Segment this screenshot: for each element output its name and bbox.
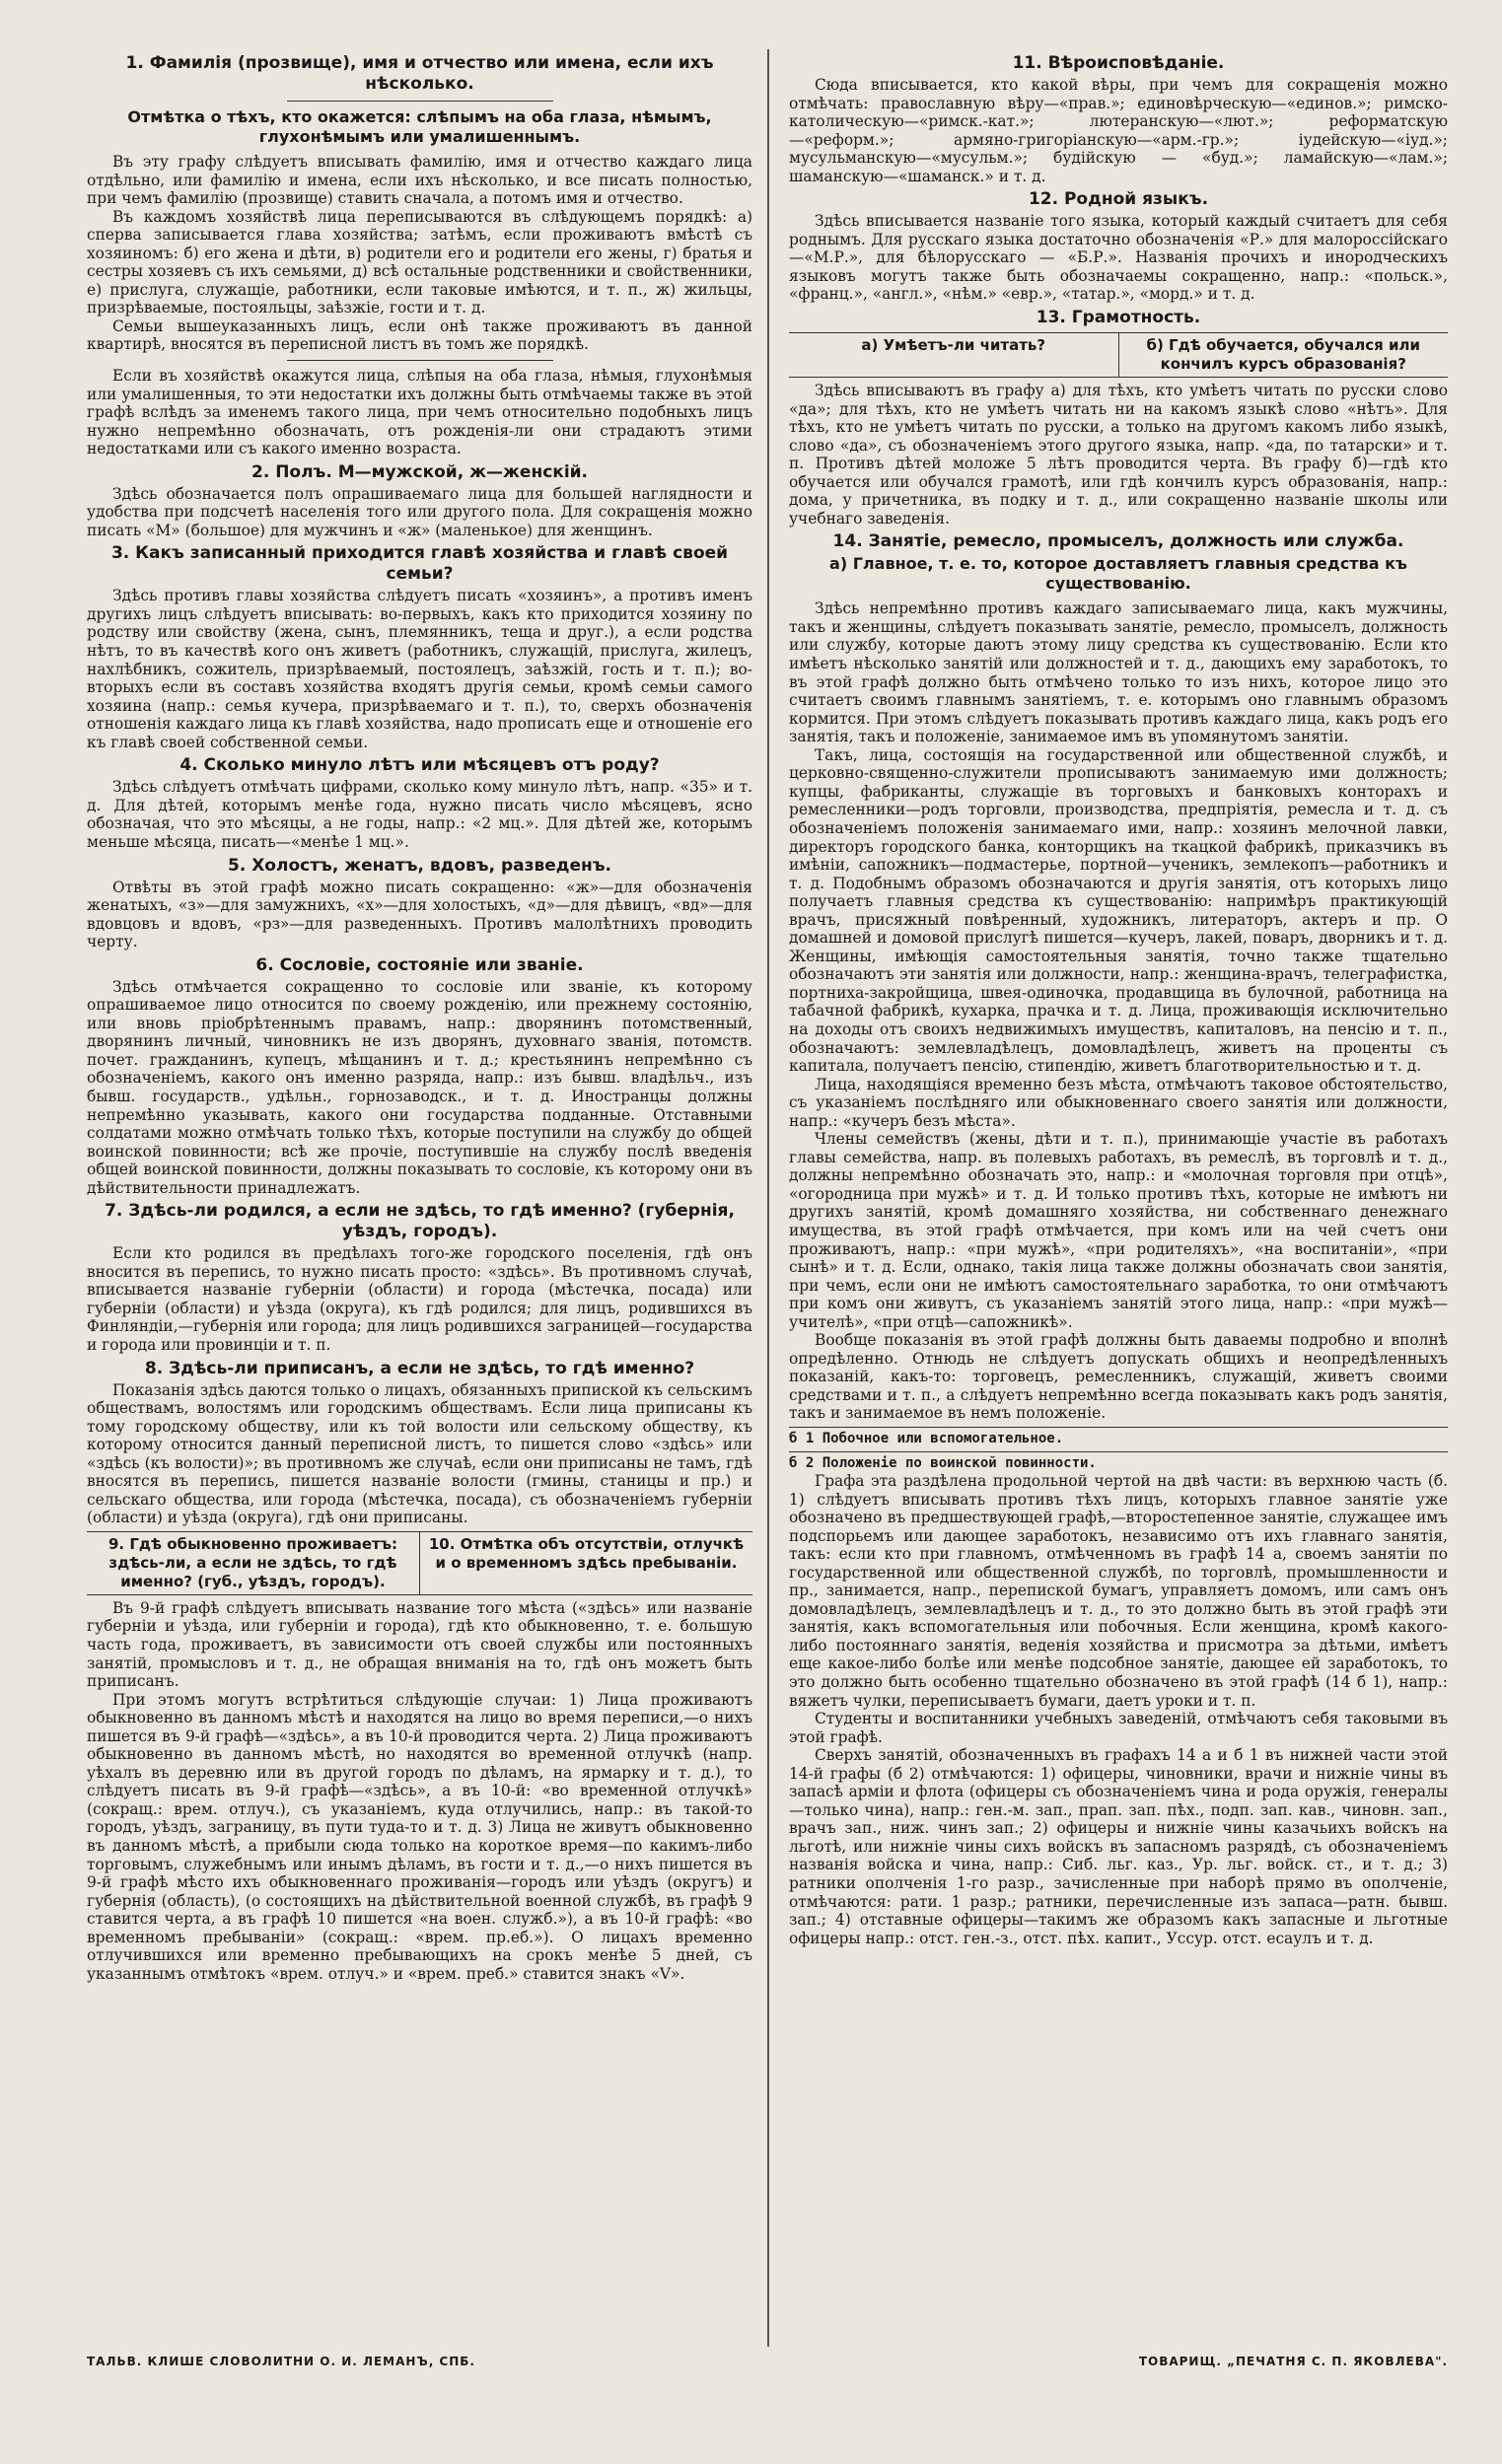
section-12-title: 12. Родной языкъ. (1028, 189, 1209, 210)
section-3-paragraph: Здѣсь противъ главы хозяйства слѣдуетъ писать «хозяинъ», а противъ именъ другихъ лицъ слѣдуетъ вписывать: во-первыхъ, какъ кто приходится хозяину по родству или свойству (жена, сынъ, племянникъ, теща и друг.), а если родства нѣтъ, то въ качествѣ кого онъ живетъ (работникъ, служащій, прислуга, жилецъ, нахлѣбникъ, сожитель, призрѣваемый, постоялецъ, заѣзжій, гость и т. п.); во-вторыхъ если въ составъ хозяйства входятъ другія семьи, кромѣ семьи самого хозяина (напр.: семья кучера, призрѣваемаго и т. п.), то, сверхъ обозначенія отношенія каждаго лица къ главѣ хозяйства, надо прописать еще и отношеніе его къ главѣ своей собственной семьи. (87, 587, 752, 751)
section-14-paragraph: Студенты и воспитанники учебныхъ заведеній, отмѣчаютъ себя таковыми въ этой графѣ. (789, 1710, 1448, 1746)
section-5-paragraph: Отвѣты въ этой графѣ можно писать сокращенно: «ж»—для обозначенія женатыхъ, «з»—для замужнихъ, «х»—для холостыхъ, «д»—для дѣвицъ, «вд»—для вдовцовъ и вдовъ, «рз»—для разведенныхъ. Противъ малолѣтнихъ проводить черту. (87, 878, 752, 951)
section-1-title: 1. Фамилія (прозвище), имя и отчество или имена, если ихъ нѣсколько. (125, 53, 714, 94)
page-footer (87, 2355, 1448, 2378)
section-11-paragraph: Сюда вписывается, кто какой вѣры, при чемъ для сокращенія можно отмѣчать: православную вѣру—«прав.»; единовѣрческую—«единов.»; римско-католическую—«римск.-кат.»; лютеранскую—«лют.»; реформатскую—«реформ.»; армяно-григоріанскую—«арм.-гр.»; іудейскую—«іуд.»; мусульманскую—«мусульм.»; будійскую — «буд.»; ламайскую—«лам.»; шаманскую—«шаманск.» и т. д. (789, 76, 1448, 185)
divider (287, 360, 553, 361)
section-13-paragraph: Здѣсь вписываютъ въ графу а) для тѣхъ, кто умѣетъ читать по русски слово «да»; для тѣхъ, кто не умѣетъ читать ни на какомъ языкѣ слово «нѣтъ». Для тѣхъ, кто не умѣетъ читать по русски, а только на другомъ какомъ либо языкѣ, слово «да», съ обозначеніемъ этого другого языка, напр. «да, по татарски» и т. п. Противъ дѣтей моложе 5 лѣтъ проводится черта. Въ графу б)—гдѣ кто обучается или обучался грамотѣ, или гдѣ кончилъ курсъ образованія, напр.: дома, у причетника, въ подку и т. д., или сокращенно названіе школы или учебнаго заведенія. (789, 382, 1448, 528)
section-5-title: 5. Холостъ, женатъ, вдовъ, разведенъ. (228, 855, 611, 876)
section-4-title: 4. Сколько минуло лѣтъ или мѣсяцевъ отъ роду? (179, 755, 660, 776)
section-3-title: 3. Какъ записанный приходится главѣ хозяйства и главѣ своей семьи? (110, 543, 729, 585)
section-12-paragraph: Здѣсь вписывается названіе того языка, который каждый считаетъ для себя роднымъ. Для русскаго языка достаточно обозначенія «Р.» для малороссійскаго—«М.Р.», для бѣлорусскаго — «Б.Р.». Названія прочихъ и инородческихъ языковъ могутъ также быть обозначаемы сокращенно, напр.: «польск.», «франц.», «англ.», «нѣм.» «евр.», «татар.», «морд.» и т. д. (789, 212, 1448, 304)
footer-right-imprint: ТОВАРИЩ. „ПЕЧАТНЯ С. П. ЯКОВЛЕВА". (1138, 2355, 1448, 2368)
section-7-title: 7. Здѣсь-ли родился, а если не здѣсь, то гдѣ именно? (губернія, уѣздъ, городъ). (105, 1201, 735, 1242)
section-13-title: 13. Грамотность. (1036, 308, 1201, 328)
section-14-paragraph: Сверхъ занятій, обозначенныхъ въ графахъ 14 а и б 1 въ нижней части этой 14-й графы (б 2) отмѣчаются: 1) офицеры, чиновники, врачи и нижніе чины въ запасѣ арміи и флота (офицеры съ обозначеніемъ чина и рода оружія, генералы—только чина), напр.: ген.-м. зап., прап. зап. пѣх., подп. зап. кав., чиновн. зап., врачъ зап., ниж. чинъ зап.; 2) офицеры и нижніе чины казачьихъ войскъ на льготѣ, или нижніе чины сихъ войскъ въ запасномъ разрядѣ, съ обозначеніемъ названія войска и чина, напр.: Сиб. льг. каз., Ур. льг. войск. ст., и т. д.; 3) ратники ополченія 1-го разр., зачисленные при наборѣ прямо въ ополченіе, отмѣчаются: рати. 1 разр.; ратники, перечисленные изъ запаса—ратн. бывш. зап.; 4) отставные офицеры—такимъ же образомъ какъ запасные и льготные офицеры напр.: отст. ген.-з., отст. пѣх. капит., Уссур. отст. есаулъ и т. д. (789, 1746, 1448, 1947)
section-14-paragraph: Лица, находящіяся временно безъ мѣста, отмѣчаютъ таковое обстоятельство, съ указаніемъ послѣдняго или обыкновеннаго своего занятія или должности, напр.: «кучеръ безъ мѣста». (789, 1075, 1448, 1130)
section-2-title: 2. Полъ. М—мужской, ж—женскій. (250, 461, 589, 482)
section-6-paragraph: Здѣсь отмѣчается сокращенно то сословіе или званіе, къ которому опрашиваемое лицо относится по своему рожденію, или прежнему состоянію, или вновь пріобрѣтеннымъ правамъ, напр.: дворянинъ потомственный, дворянинъ личный, чиновникъ не изъ дворянъ, духовнаго званія, потомств. почет. гражданинъ, купецъ, мѣщанинъ и т. д.; крестьянинъ непремѣнно съ обозначеніемъ, какого онъ именно разряда, напр.: изъ бывш. владѣльч., изъ бывш. государств., удѣльн., горнозаводск., и т. д. Иностранцы должны непремѣнно указывать, какого они государства подданные. Отставными солдатами можно отмѣчать только тѣхъ, которые поступили на службу до общей воинской повинности; всѣ же прочіе, поступившіе на службу послѣ введенія общей воинской повинности, должны показывать то сословіе, къ которому они въ дѣйствительности принадлежатъ. (87, 977, 752, 1197)
section-14-title: 14. Занятіе, ремесло, промыселъ, должность или служба. (832, 531, 1404, 552)
section-1-subtitle: Отмѣтка о тѣхъ, кто окажется: слѣпымъ на оба глаза, нѣмымъ, глухонѣмымъ или умалишеннымъ. (127, 107, 712, 146)
section-14-paragraph: Здѣсь непремѣнно противъ каждаго записываемаго лица, какъ мужчины, такъ и женщины, слѣдуетъ показывать занятіе, ремесло, промыселъ, должность или службу, которые даютъ этому лицу средства къ существованію. Если кто имѣетъ нѣсколько занятій или должностей и т. д., дающихъ ему заработокъ, то въ этой графѣ должно быть отмѣчено только то изъ нихъ, которое лицо это считаетъ своимъ главнымъ занятіемъ, т. е. которымъ оно главнымъ образомъ кормится. При этомъ слѣдуетъ показывать противъ каждаго лица, какъ родъ его занятія, такъ и положеніе, занимаемое имъ въ упомянутомъ занятіи. (789, 599, 1448, 746)
section-13b-title: б) Гдѣ обучается, обучался или кончилъ курсъ образованія? (1146, 336, 1420, 374)
section-6-title: 6. Сословіе, состояніе или званіе. (255, 954, 584, 975)
census-instructions-page (87, 49, 1448, 2386)
section-14-paragraph: Члены семействъ (жены, дѣти и т. п.), принимающіе участіе въ работахъ главы семейства, напр. въ полевыхъ работахъ, въ ремеслѣ, въ торговлѣ и т. д., должны непремѣнно обозначать это, напр.: и «молочная торговля при отцѣ», «огородница при мужѣ» и т. д. И только противъ тѣхъ, которые не имѣютъ ни другихъ занятій, кромѣ домашняго хозяйства, ни собственнаго денежнаго имущества, въ этой графѣ отмѣчается, при комъ или на чей счетъ они проживаютъ, напр.: «при мужѣ», «при родителяхъ», «на воспитаніи», «при сынѣ» и т. д. Если, однако, такія лица также должны обозначать свои занятія, при чемъ, если они не имѣютъ самостоятельнаго заработка, то они отмѣчаютъ при комъ они живутъ, съ указаніемъ занятій этого лица, напр.: «при мужѣ—учителѣ», «при отцѣ—сапожникѣ». (789, 1130, 1448, 1331)
section-1-paragraph: Въ каждомъ хозяйствѣ лица переписываются въ слѣдующемъ порядкѣ: а) сперва записывается глава хозяйства; затѣмъ, если проживаютъ вмѣстѣ съ хозяиномъ: б) его жена и дѣти, в) родители его и родители его жены, г) братья и сестры хозяевъ съ ихъ семьями, д) всѣ остальные родственники и свойственники, е) прислуга, служащіе, работники, если таковые имѣются, и т. п., ж) жильцы, призрѣваемые, постояльцы, заѣзжіе, гости и т. д. (87, 207, 752, 317)
right-column (789, 49, 1448, 2347)
footer-left-imprint: ТАЛЬВ. КЛИШЕ СЛОВОЛИТНИ О. И. ЛЕМАНЪ, СПБ. (87, 2355, 475, 2368)
section-8-title: 8. Здѣсь-ли приписанъ, а если не здѣсь, то гдѣ именно? (144, 1358, 695, 1378)
section-4-paragraph: Здѣсь слѣдуетъ отмѣчать цифрами, сколько кому минуло лѣтъ, напр. «35» и т. д. Для дѣтей, которымъ менѣе года, нужно писать число мѣсяцевъ, ясно обозначая, что это мѣсяцы, а не годы, напр.: «2 мц.». Для дѣтей же, которымъ меньше мѣсяца, писать—«менѣе 1 мц.». (87, 778, 752, 851)
section-14a-subtitle: а) Главное, т. е. то, которое доставляетъ главныя средства къ существованію. (829, 554, 1407, 594)
section-1-paragraph: Въ эту графу слѣдуетъ вписывать фамилію, имя и отчество каждаго лица отдѣльно, или фамилію и имена, если ихъ нѣсколько, и все писать полностью, при чемъ фамилію (прозвище) ставить сначала, а потомъ имя и отчество. (87, 153, 752, 208)
section-9-10-header (87, 1531, 752, 1595)
section-1-paragraph: Семьи вышеуказанныхъ лицъ, если онѣ также проживаютъ въ данной квартирѣ, вносятся въ переписной листъ въ томъ же порядкѣ. (87, 317, 752, 354)
column-divider (767, 49, 770, 2347)
divider (287, 101, 553, 102)
section-13-subheader (789, 332, 1448, 378)
section-14-paragraph: Такъ, лица, состоящія на государственной или общественной службѣ, и церковно-священно-служители прописываютъ занимаемую ими должность; купцы, фабриканты, служащіе въ торговыхъ и банковыхъ конторахъ и ремесленники—родъ торговли, производства, предпріятія, ремесла и т. д. съ обозначеніемъ положенія занимаемаго ими, напр.: хозяинъ мелочной лавки, директоръ городского банка, конторщикъ на ткацкой фабрикѣ, приказчикъ въ имѣніи, сапожникъ—подмастерье, портной—ученикъ, землекопъ—работникъ и т. д. Подобнымъ образомъ обозначаются и другія занятія, отъ которыхъ лицо получаетъ главныя средства къ существованію: напримѣръ практикующій врачъ, присяжный повѣренный, художникъ, литераторъ, актеръ и пр. О домашней и домовой прислугѣ пишется—кучеръ, лакей, поваръ, дворникъ и т. д. Женщины, имѣющія самостоятельныя занятія, точно также тщательно обозначаютъ эти занятія или должности, напр.: женщина-врачъ, телеграфистка, портниха-закройщица, швея-одиночка, продавщица въ булочной, работница на табачной фабрикѣ, кухарка, прачка и т. д. Лица, проживающія исключительно на доходы отъ своихъ недвижимыхъ имуществъ, капиталовъ, на пенсію и т. п., обозначаютъ: землевладѣлецъ, домовладѣлецъ, живетъ на проценты съ капитала, получаетъ пенсію, стипендію, живетъ благотворительностью и т. д. (789, 745, 1448, 1076)
section-11-title: 11. Вѣроисповѣданіе. (1012, 53, 1225, 73)
section-8-paragraph: Показанія здѣсь даются только о лицахъ, обязанныхъ припиской къ сельскимъ обществамъ, волостямъ или городскимъ обществамъ. Если лица приписаны къ тому городскому обществу, или къ той волости или сельскому обществу, къ которому относится данный переписной листъ, то пишется слово «здѣсь» или «здѣсь (къ волости)»; въ противномъ же случаѣ, если они приписаны не тамъ, гдѣ вносятся въ перепись, пишется названіе волости (гмины, станицы и пр.) и сельскаго общества, или города (мѣстечка, посада), съ обозначеніемъ губерніи (области) и уѣзда (округа), гдѣ они приписаны. (87, 1380, 752, 1527)
section-14b2-label: б 2 Положеніе по воинской повинности. (789, 1451, 1448, 1472)
section-9-paragraph: При этомъ могутъ встрѣтиться слѣдующіе случаи: 1) Лица проживаютъ обыкновенно въ данномъ мѣстѣ и находятся на лицо во время переписи,—о нихъ пишется въ 9-й графѣ—«здѣсь», а въ 10-й проводится черта. 2) Лица проживаютъ обыкновенно въ данномъ мѣстѣ, но находятся во временной отлучкѣ (напр. уѣхалъ въ деревню или въ другой городъ по дѣламъ, на ярмарку и т. д.), то слѣдуетъ писать въ 9-й графѣ—«здѣсь», а въ 10-й: «во временной отлучкѣ» (сокращ.: врем. отлуч.), съ указаніемъ, куда отлучились, напр.: въ такой-то городъ, уѣздъ, заграницу, въ пути туда-то и т. д. 3) Лица не живутъ обыкновенно въ данномъ мѣстѣ, а прибыли сюда только на короткое время—по какимъ-либо торговымъ, служебнымъ или инымъ дѣламъ, въ гости и т. д.,—о нихъ пишется въ 9-й графѣ мѣсто ихъ обыкновеннаго проживанія—городъ или уѣздъ (округъ) и губернія (область), (о состоящихъ на дѣйствительной военной службѣ, въ графѣ 9 ставится черта, а въ графѣ 10 пишется «на воен. служб.»), а въ 10-й графѣ: «во временномъ пребываніи» (сокращ.: «врем. пр.еб.»). О лицахъ временно отлучившихся или временно пребывающихъ на срокъ менѣе 5 дней, съ указаннымъ отмѣтокъ «врем. отлуч.» и «врем. преб.» ставится знакъ «V». (87, 1690, 752, 1983)
section-14-paragraph: Вообще показанія въ этой графѣ должны быть даваемы подробно и вполнѣ опредѣленно. Отнюдь не слѣдуетъ допускать общихъ и неопредѣленныхъ показаній, какъ-то: торговецъ, ремесленникъ, служащій, живетъ своими средствами и т. п., а слѣдуетъ непремѣнно всегда показывать какъ родъ занятія, такъ и занимаемое въ немъ положеніе. (789, 1331, 1448, 1423)
section-9-title: 9. Гдѣ обыкновенно проживаетъ: здѣсь-ли, а если не здѣсь, то гдѣ именно? (губ., уѣздъ, городъ). (87, 1532, 420, 1594)
section-14b1-label: б 1 Побочное или вспомогательное. (789, 1427, 1448, 1447)
section-1-paragraph: Если въ хозяйствѣ окажутся лица, слѣпыя на оба глаза, нѣмыя, глухонѣмыя или умалишенныя, то эти недостатки ихъ должны быть отмѣчаемы также въ этой графѣ вслѣдъ за именемъ такого лица, при чемъ относительно подобныхъ лицъ нужно непремѣнно обозначать, отъ рожденія-ли они страдаютъ этими недостатками или съ какого именно возраста. (87, 367, 752, 458)
section-9-paragraph: Въ 9-й графѣ слѣдуетъ вписывать название того мѣста («здѣсь» или названіе губерніи и уѣзда, или губерніи и города), гдѣ кто обыкновенно, т. е. большую часть года, проживаетъ, въ зависимости отъ своей службы или постоянныхъ занятій, промысловъ и т. д., не обращая вниманія на то, гдѣ онъ можетъ быть приписанъ. (87, 1598, 752, 1691)
section-10-title: 10. Отмѣтка объ отсутствіи, отлучкѣ и о временномъ здѣсь пребываніи. (428, 1534, 745, 1572)
section-7-paragraph: Если кто родился въ предѣлахъ того-же городского поселенія, гдѣ онъ вносится въ перепись, то нужно писать просто: «здѣсь». Въ противномъ случаѣ, вписывается названіе губерніи (области) и города (мѣстечка, посада) или губерніи (области) и уѣзда (округа), къ гдѣ родился; для лицъ, родившихся въ Финляндіи,—губернія или города; для лицъ родившихся заграницей—государства и города или провинціи и т. п. (87, 1244, 752, 1354)
left-column (87, 49, 752, 2347)
section-13a-title: а) Умѣетъ-ли читать? (789, 333, 1119, 377)
section-2-paragraph: Здѣсь обозначается полъ опрашиваемаго лица для большей наглядности и удобства при подсчетѣ населенія того или другого пола. Для сокращенія можно писать «М» (большое) для мужчинъ и «ж» (маленькое) для женщинъ. (87, 484, 752, 539)
section-14-paragraph: Графа эта раздѣлена продольной чертой на двѣ части: въ верхнюю часть (б. 1) слѣдуетъ вписывать противъ тѣхъ лицъ, которыхъ главное занятіе уже обозначено въ предшествующей графѣ,—второстепенное занятіе, служащее имъ подспорьемъ или дающее заработокъ, независимо отъ ихъ главнаго занятія, такъ: если кто при главномъ, отмѣченномъ въ графѣ 14 а, своемъ занятіи по государственной или общественной службѣ, по торговлѣ, промышленности и пр., занимается, напр., перепиской бумагъ, управляетъ домомъ, или самъ онъ домовладѣлецъ, землевладѣлецъ и т. д., то это должно быть въ этой графѣ эти занятія, какъ вспомогательныя или побочныя. Если женщина, кромѣ какого-либо постояннаго занятія, веденія хозяйства и присмотра за дѣтьми, имѣетъ еще какое-либо болѣе или менѣе подсобное занятіе, дающее ей заработокъ, то это должно быть особенно тщательно обозначено въ этой графѣ (14 б 1), напр.: вяжетъ чулки, переписываетъ бумаги, даетъ уроки и т. п. (789, 1472, 1448, 1710)
